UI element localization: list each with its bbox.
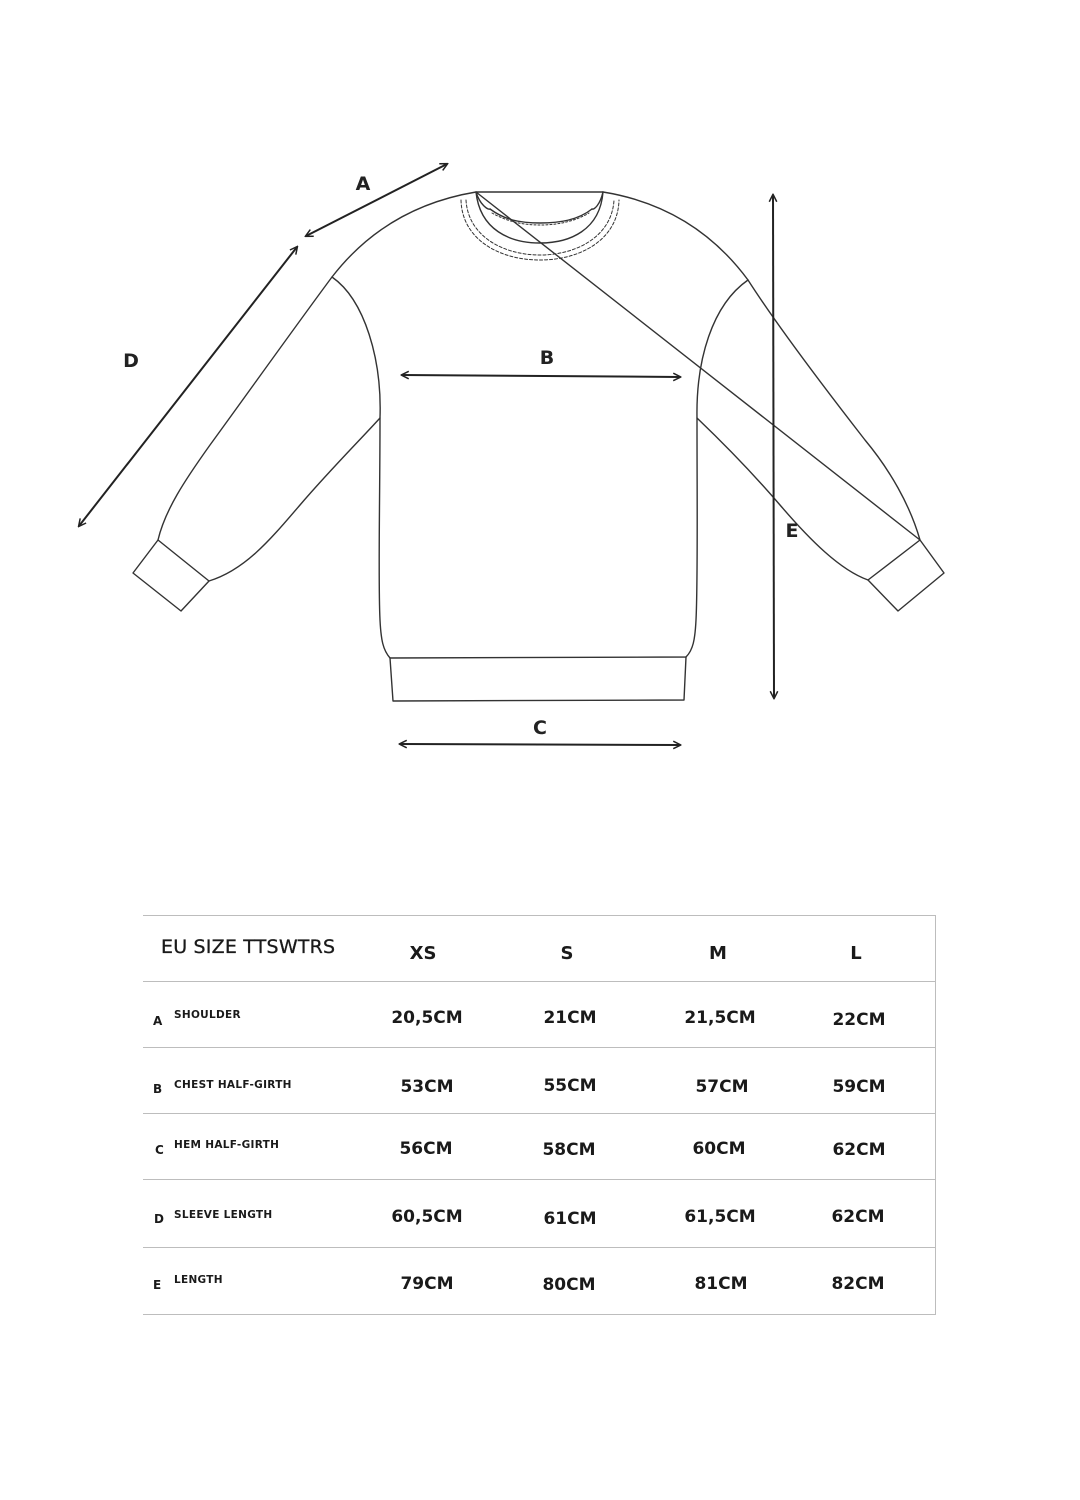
value-m: 60CM — [692, 1139, 746, 1159]
measurement-name: HEM HALF-GIRTH — [174, 1139, 280, 1151]
value-xs: 53CM — [400, 1077, 454, 1097]
size-chart-table — [143, 915, 936, 1315]
size-header-m: M — [709, 943, 727, 964]
label-c: C — [533, 717, 547, 739]
value-m: 21,5CM — [684, 1008, 756, 1028]
size-header-xs: XS — [409, 943, 437, 964]
value-s: 55CM — [543, 1076, 597, 1096]
value-l: 62CM — [831, 1207, 885, 1227]
size-header-s: S — [560, 943, 574, 964]
label-a: A — [355, 173, 371, 195]
value-s: 61CM — [543, 1209, 597, 1229]
right-sleeve-seam — [697, 280, 748, 418]
table-row — [143, 1048, 935, 1114]
value-xs: 79CM — [400, 1274, 454, 1294]
neck-rib-inner — [490, 209, 592, 223]
arrow-b — [402, 375, 680, 377]
measurement-name: CHEST HALF-GIRTH — [174, 1079, 292, 1091]
value-xs: 20,5CM — [391, 1008, 463, 1028]
table-row — [143, 982, 935, 1048]
value-s: 58CM — [542, 1140, 596, 1160]
label-d: D — [123, 350, 139, 372]
label-e: E — [785, 520, 799, 542]
arrow-a — [306, 164, 447, 236]
label-b: B — [539, 347, 555, 369]
body-outline — [158, 192, 920, 658]
sweatshirt-outline — [133, 192, 944, 701]
table-title: EU SIZE TTSWTRS — [161, 936, 336, 958]
row-letter: A — [153, 1014, 163, 1028]
table-header-row — [143, 916, 935, 982]
table-row — [143, 1248, 935, 1314]
row-letter: E — [153, 1278, 162, 1292]
row-letter: D — [154, 1212, 164, 1226]
value-xs: 60,5CM — [391, 1207, 463, 1227]
row-letter: C — [155, 1143, 164, 1157]
left-sleeve-seam — [332, 277, 380, 418]
arrow-d — [79, 247, 297, 526]
value-m: 81CM — [694, 1274, 748, 1294]
neck-rib-outer — [476, 192, 603, 243]
size-header-l: L — [850, 943, 862, 964]
value-xs: 56CM — [399, 1139, 453, 1159]
table-row — [143, 1182, 935, 1248]
value-s: 21CM — [543, 1008, 597, 1028]
row-letter: B — [153, 1082, 163, 1096]
arrow-e — [773, 195, 774, 698]
value-m: 61,5CM — [684, 1207, 756, 1227]
table-row — [143, 1114, 935, 1180]
right-cuff — [868, 540, 944, 611]
measurement-name: SHOULDER — [174, 1009, 241, 1021]
value-l: 82CM — [831, 1274, 885, 1294]
arrow-c — [400, 744, 680, 745]
value-l: 22CM — [832, 1010, 886, 1030]
measurement-name: LENGTH — [174, 1274, 223, 1286]
neck-stitch-line — [461, 200, 619, 260]
value-m: 57CM — [695, 1077, 749, 1097]
left-cuff — [133, 540, 209, 611]
measurement-name: SLEEVE LENGTH — [174, 1209, 273, 1221]
value-l: 59CM — [832, 1077, 886, 1097]
value-s: 80CM — [542, 1275, 596, 1295]
value-l: 62CM — [832, 1140, 886, 1160]
hem-band — [390, 657, 686, 701]
